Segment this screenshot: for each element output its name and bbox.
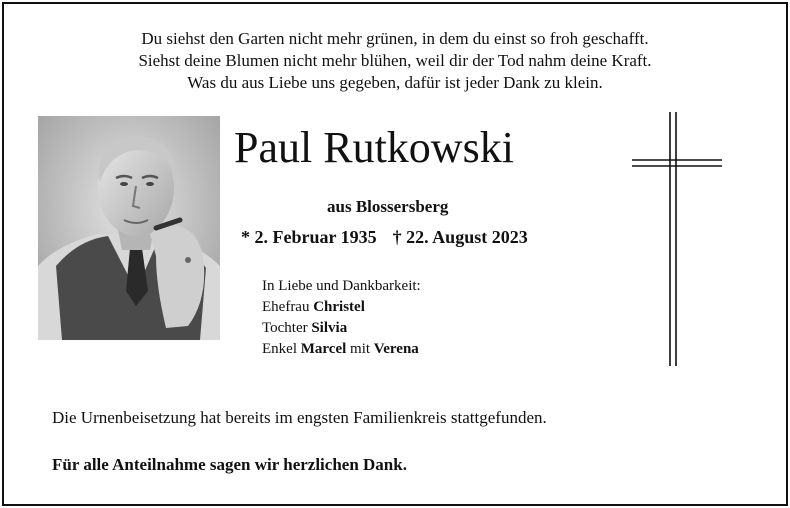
life-dates <box>241 227 528 248</box>
portrait-photo <box>38 116 220 340</box>
cross-icon <box>630 110 726 375</box>
poem-line-2: Siehst deine Blumen nicht mehr blühen, weil dir der Tod nahm deine Kraft. <box>138 51 652 70</box>
birth-date: * 2. Februar 1935 <box>241 227 377 247</box>
mourner-row <box>262 339 421 360</box>
portrait-photo-icon <box>38 116 220 340</box>
mourner-name: Marcel <box>300 341 347 357</box>
deceased-name: Paul Rutkowski <box>234 123 514 172</box>
mourners-intro: In Liebe und Dankbarkeit: <box>262 278 421 294</box>
mourner-relation: Enkel <box>262 341 297 357</box>
poem-line-3: Was du aus Liebe uns gegeben, dafür ist jeder Dank zu klein. <box>187 73 603 92</box>
burial-notice: Die Urnenbeisetzung hat bereits im engsten Familienkreis stattgefunden. <box>52 408 547 427</box>
death-date: † 22. August 2023 <box>392 227 528 247</box>
mourner-relation: Tochter <box>262 320 308 336</box>
thanks-line: Für alle Anteilnahme sagen wir herzlichen Dank. <box>52 455 407 474</box>
mourners-list <box>262 276 421 360</box>
mourner-row <box>262 297 421 318</box>
poem <box>0 28 790 94</box>
mourner-name: Verena <box>373 341 419 357</box>
mourner-joiner: mit <box>350 341 371 357</box>
mourner-name: Silvia <box>311 320 348 336</box>
mourner-name: Christel <box>313 299 365 315</box>
mourner-row <box>262 318 421 339</box>
poem-line-1: Du siehst den Garten nicht mehr grünen, in dem du einst so froh geschafft. <box>141 29 649 48</box>
mourner-relation: Ehefrau <box>262 299 310 315</box>
deceased-origin: aus Blossersberg <box>327 197 449 216</box>
